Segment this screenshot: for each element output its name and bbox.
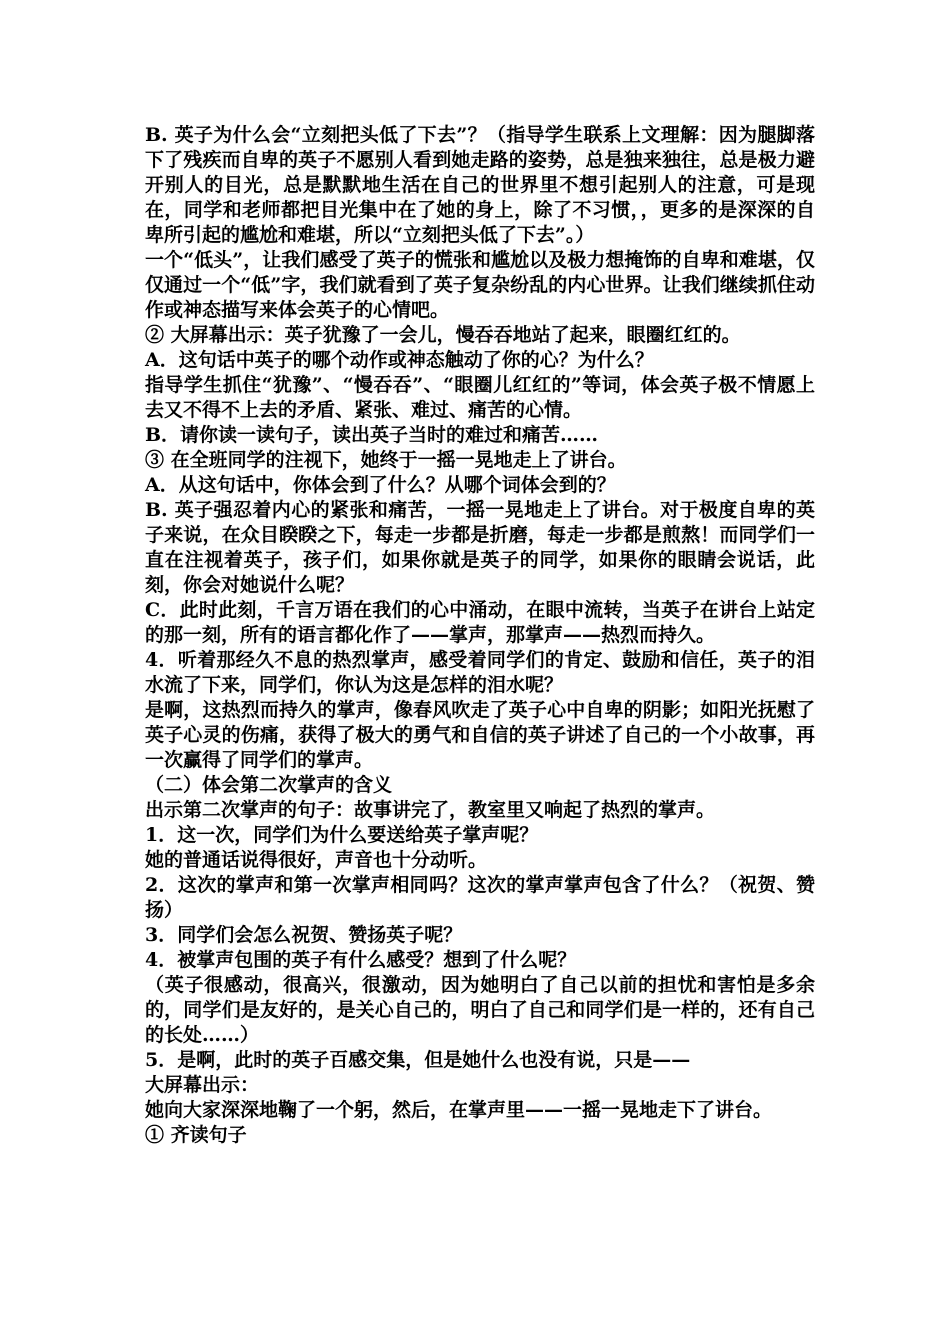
paragraph: 2．这次的掌声和第一次掌声相同吗？这次的掌声掌声包含了什么？（祝贺、赞扬） bbox=[145, 874, 815, 921]
paragraph: 3．同学们会怎么祝贺、赞扬英子呢？ bbox=[145, 924, 463, 946]
paragraph: A．这句话中英子的哪个动作或神态触动了你的心？为什么？ bbox=[145, 349, 654, 371]
paragraph: 她的普通话说得很好，声音也十分动听。 bbox=[145, 849, 488, 871]
paragraph: ① 齐读句子 bbox=[145, 1124, 247, 1146]
paragraph: ② 大屏幕出示：英子犹豫了一会儿，慢吞吞地站了起来，眼圈红红的。 bbox=[145, 324, 741, 346]
section-heading: （二）体会第二次掌声的含义 bbox=[145, 774, 393, 796]
paragraph: A．从这句话中，你体会到了什么？从哪个词体会到的？ bbox=[145, 474, 616, 496]
paragraph: 4．被掌声包围的英子有什么感受？想到了什么呢？ bbox=[145, 949, 577, 971]
paragraph: C．此时此刻，千言万语在我们的心中涌动，在眼中流转，当英子在讲台上站定的那一刻，所有的语言都化作了——掌声，那掌声——热烈而持久。 bbox=[145, 599, 815, 646]
paragraph: 大屏幕出示： bbox=[145, 1074, 260, 1096]
paragraph: B. 英子强忍着内心的紧张和痛苦，一摇一晃地走上了讲台。对于极度自卑的英子来说，在众目睽睽之下，每走一步都是折磨，每走一步都是煎熬！而同学们一直在注视着英子，孩子们，如果你就是英子的同学，如果你的眼睛会说话，此刻，你会对她说什么呢？ bbox=[145, 499, 815, 596]
paragraph: 5．是啊，此时的英子百感交集，但是她什么也没有说，只是—— bbox=[145, 1049, 691, 1071]
paragraph: 出示第二次掌声的句子：故事讲完了，教室里又响起了热烈的掌声。 bbox=[145, 799, 716, 821]
paragraph: B．请你读一读句子，读出英子当时的难过和痛苦…… bbox=[145, 424, 599, 446]
paragraph: B. 英子为什么会“立刻把头低了下去”？（指导学生联系上文理解：因为腿脚落下了残疾而自卑的英子不愿别人看到她走路的姿势，总是独来独往，总是极力避开别人的目光，总是默默地生活在自己的世界里不想引起别人的注意，可是现在，同学和老师都把目光集中在了她的身上，除了不习惯，，更多的是深深的自卑所引起的尴尬和难堪，所以“立刻把头低了下去”。） bbox=[145, 124, 815, 246]
paragraph: （英子很感动，很高兴，很激动，因为她明白了自己以前的担忧和害怕是多余的，同学们是友好的，是关心自己的，明白了自己和同学们是一样的，还有自己的长处……） bbox=[145, 974, 815, 1046]
paragraph: 指导学生抓住“犹豫”、“慢吞吞”、“眼圈儿红红的”等词，体会英子极不情愿上去又不得不上去的矛盾、紧张、难过、痛苦的心情。 bbox=[145, 374, 815, 421]
paragraph: ③ 在全班同学的注视下，她终于一摇一晃地走上了讲台。 bbox=[145, 449, 627, 471]
paragraph: 4．听着那经久不息的热烈掌声，感受着同学们的肯定、鼓励和信任，英子的泪水流了下来，同学们，你认为这是怎样的泪水呢？ bbox=[145, 649, 815, 696]
paragraph: 一个“低头”，让我们感受了英子的慌张和尴尬以及极力想掩饰的自卑和难堪，仅仅通过一个“低”字，我们就看到了英子复杂纷乱的内心世界。让我们继续抓住动作或神态描写来体会英子的心情吧。 bbox=[145, 249, 815, 321]
paragraph: 是啊，这热烈而持久的掌声，像春风吹走了英子心中自卑的阴影；如阳光抚慰了英子心灵的伤痛，获得了极大的勇气和自信的英子讲述了自己的一个小故事，再一次赢得了同学们的掌声。 bbox=[145, 699, 815, 771]
paragraph: 1．这一次，同学们为什么要送给英子掌声呢？ bbox=[145, 824, 539, 846]
paragraph: 她向大家深深地鞠了一个躬，然后，在掌声里——一摇一晃地走下了讲台。 bbox=[145, 1099, 773, 1121]
document-body bbox=[145, 123, 815, 1148]
